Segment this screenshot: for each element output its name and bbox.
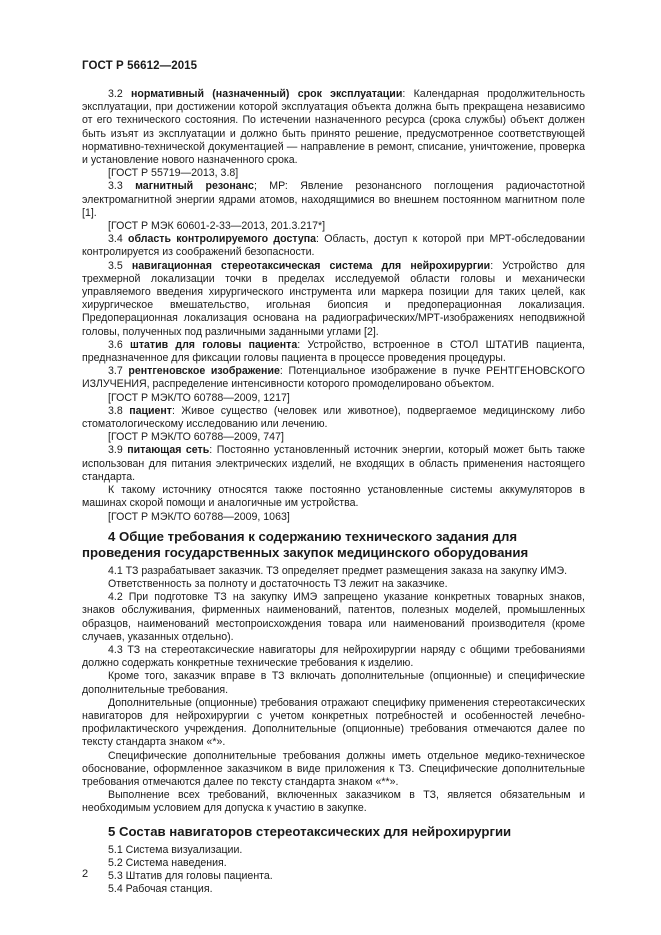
list-item: 5.2 Система наведения. [108, 856, 227, 869]
section-4-paragraph: Кроме того, заказчик вправе в ТЗ включать дополнительные (опционные) и специфические дополнительные требования. [82, 670, 585, 696]
list-item: 5.3 Штатив для головы пациента. [108, 869, 273, 882]
section-4-heading: 4 Общие требования к содержанию технического задания для проведения государственных закупок медицинского оборудования [82, 528, 529, 560]
list-item: 5.1 Система визуализации. [108, 843, 243, 856]
term-reference: [ГОСТ Р МЭК/ТО 60788—2009, 1217] [108, 391, 290, 404]
term-reference: [ГОСТ Р МЭК 60601-2-33—2013, 201.3.217*] [108, 220, 326, 233]
section-4-paragraph: 4.3 ТЗ на стереотаксические навигаторы для нейрохирургии наряду с общими требованиями должно содержать конкретные технические требования к изделию. [82, 643, 585, 670]
list-item: 5.4 Рабочая станция. [108, 883, 213, 896]
section-4-paragraph: Ответственность за полноту и достаточность ТЗ лежит на заказчике. [108, 577, 448, 590]
term-note: К такому источнику относятся также постоянно установленные системы аккумуляторов в машинах скорой помощи и аналогичные им устройства. [82, 484, 585, 510]
term-paragraph: 3.4 область контролируемого доступа: Область, доступ к которой при МРТ-обследовании контролируется из соображений безопасности. [82, 233, 585, 259]
term-name: питающая сеть [127, 444, 210, 457]
term-paragraph: 3.9 питающая сеть: Постоянно установленный источник энергии, который может быть также использован для питания электрических изделий, не входящих в область применения настоящего стандарта. [82, 444, 585, 483]
section-4-paragraph: Дополнительные (опционные) требования отражают специфику применения стереотаксических навигаторов для нейрохирургии с учетом конкретных потребностей и особенностей лечебно-профилактического учреждения. Дополнительные (опционные) требования отмечаются далее по тексту стандарта знаком «*». [82, 696, 585, 749]
doc-header: ГОСТ Р 56612—2015 [82, 60, 198, 72]
section-4-paragraph: 4.2 При подготовке ТЗ на закупку ИМЭ запрещено указание конкретных товарных знаков, знаков обслуживания, фирменных наименований, патентов, полезных моделей, промышленных образцов, наименований местопроисхождения товара или наименований производителя (кроме случаев, указанных отдельно). [82, 591, 585, 643]
term-paragraph: 3.3 магнитный резонанс; МР: Явление резонансного поглощения радиочастотной электромагнитной энергии ядрами атомов, находящимися во внешнем постоянном магнитном поле [1]. [82, 180, 586, 219]
term-reference: [ГОСТ Р МЭК/ТО 60788—2009, 1063] [108, 510, 290, 523]
section-4-paragraph: Выполнение всех требований, включенных заказчиком в ТЗ, является обязательным и необходимым условием для допуска к участию в закупке. [82, 789, 585, 815]
section-4-paragraph: 4.1 ТЗ разрабатывает заказчик. ТЗ определяет предмет размещения заказа на закупку ИМЭ. [108, 564, 568, 577]
term-name: рентгеновское изображение [128, 365, 280, 378]
term-name: нормативный (назначенный) срок эксплуатации [131, 88, 403, 100]
page-number: 2 [82, 868, 89, 880]
term-paragraph: 3.7 рентгеновское изображение: Потенциальное изображение в пучке РЕНТГЕНОВСКОГО ИЗЛУЧЕНИЯ, распределение интенсивности которого промоделировано объектом. [82, 365, 585, 391]
term-paragraph: 3.6 штатив для головы пациента: Устройство, встроенное в СТОЛ ШТАТИВ пациента, предназначенное для фиксации головы пациента в процессе проведения процедуры. [82, 338, 585, 365]
term-paragraph: 3.8 пациент: Живое существо (человек или животное), подвергаемое медицинскому либо стоматологическому исследованию или лечению. [82, 404, 585, 431]
term-name: навигационная стереотаксическая система для нейрохирургии [131, 259, 491, 272]
term-reference: [ГОСТ Р МЭК/ТО 60788—2009, 747] [108, 431, 284, 444]
term-name: штатив для головы пациента [129, 338, 298, 351]
term-paragraph: 3.2 нормативный (назначенный) срок эксплуатации: Календарная продолжительность эксплуатации, при достижении которой эксплуатация объекта должна быть прекращена независимо от его технического состояния. По истечении назначенного ресурса (срока службы) объект должен быть изъят из эксплуатации и должно быть принято решение, предусмотренное соответствующей нормативно-технической документацией — направление в ремонт, списание, уничтожение, проверка и установление нового назначенного срока. [82, 88, 585, 167]
term-name: магнитный резонанс [135, 180, 254, 193]
section-4-paragraph: Специфические дополнительные требования должны иметь отдельное медико-техническое обоснование, оформленное заказчиком в виде приложения к ТЗ. Специфические дополнительные требования отмечаются далее по тексту стандарта знаком «**». [82, 749, 585, 788]
term-name: пациент [129, 404, 172, 417]
page-content [82, 88, 585, 896]
term-name: область контролируемого доступа [128, 233, 317, 246]
term-reference: [ГОСТ Р 55719—2013, 3.8] [108, 167, 239, 180]
section-5-heading: 5 Состав навигаторов стереотаксических для нейрохирургии [108, 823, 512, 839]
term-paragraph: 3.5 навигационная стереотаксическая система для нейрохирургии: Устройство для трехмерной локализации точки в пределах исследуемой области головы и механически управляемого введения хирургического инструмента или маркера позиции для таких целей, как хирургическое вмешательство, игольная биопсия и предоперационная локализация. Предоперационная локализация основана на радиографических/МРТ-изображениях неподвижной головы, полученных под различными заданными углами [2]. [82, 259, 585, 338]
